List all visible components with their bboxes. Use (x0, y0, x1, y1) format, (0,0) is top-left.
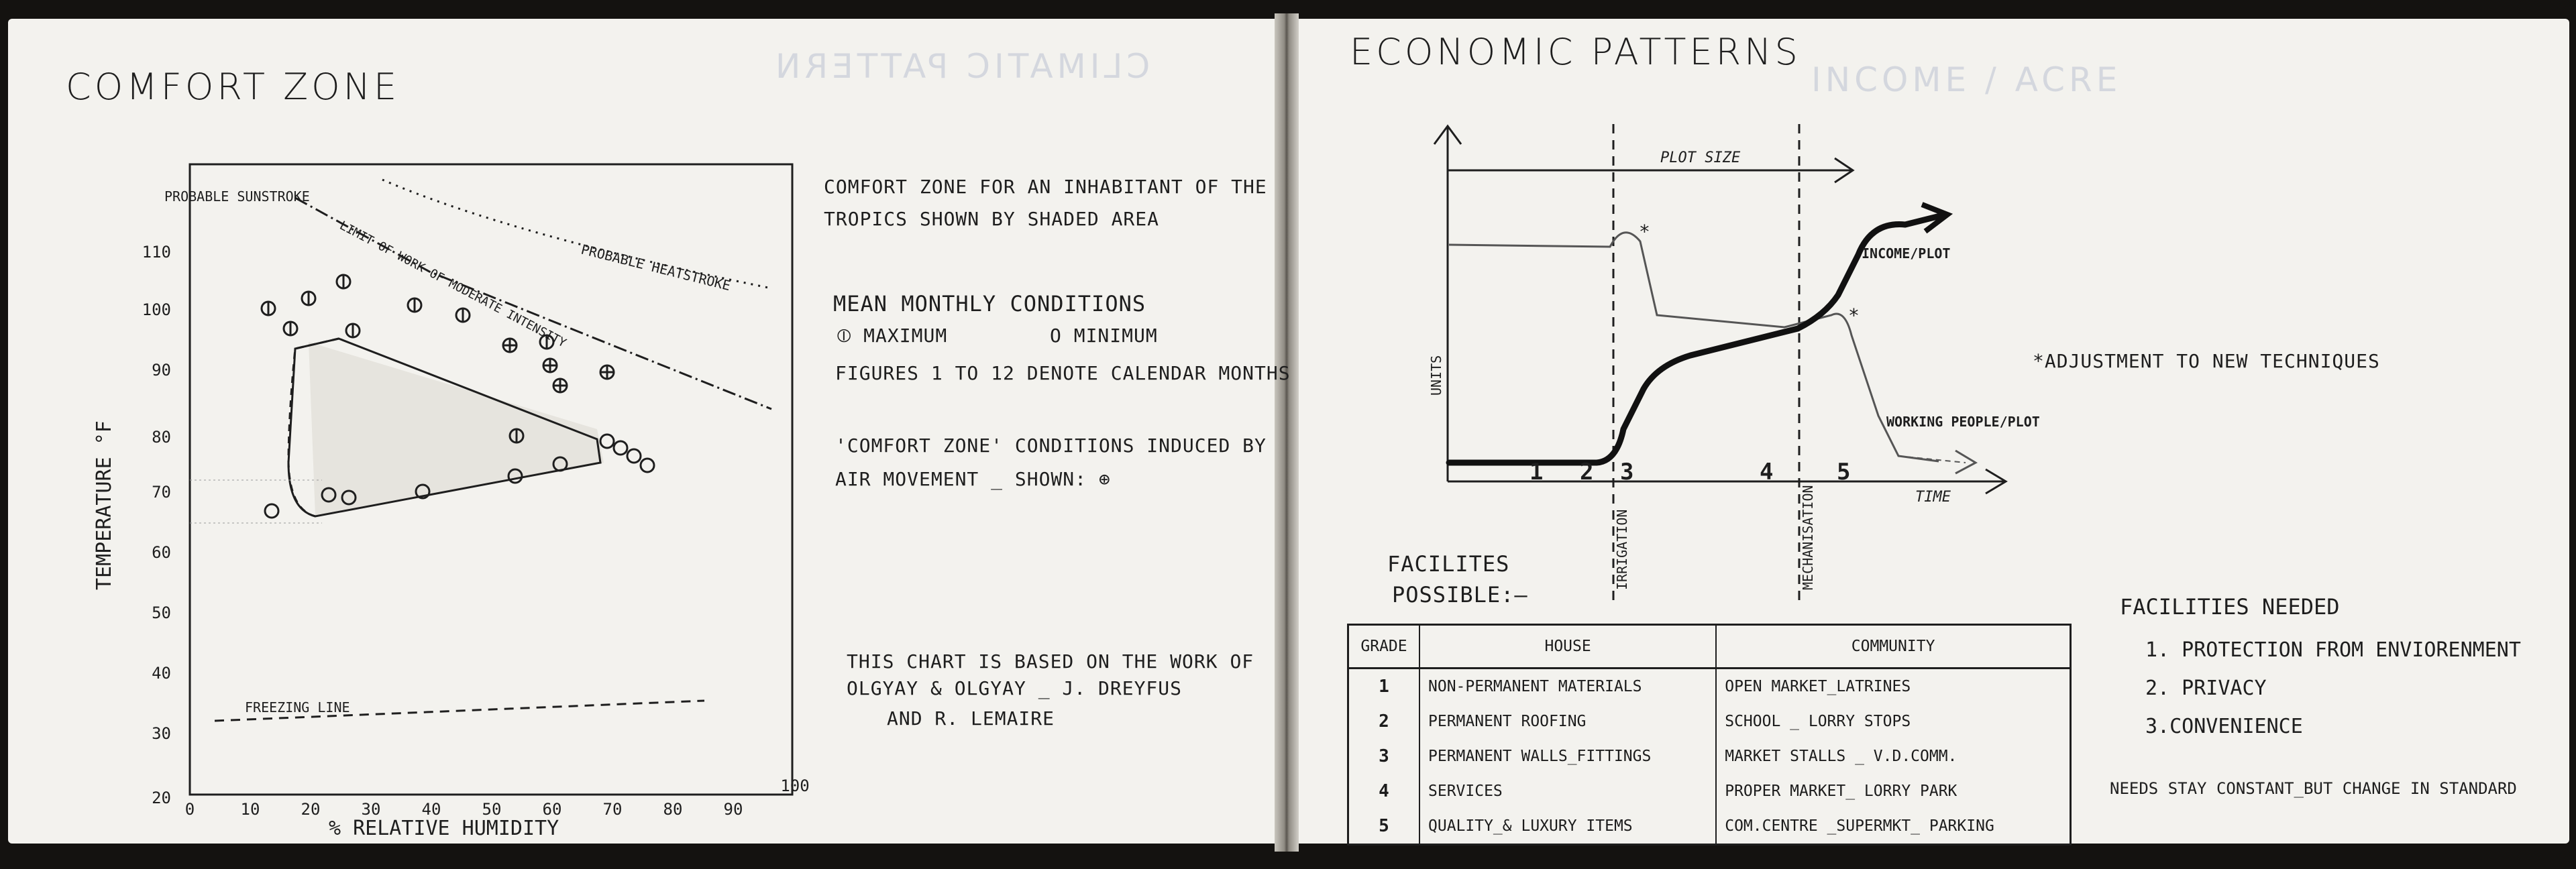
comfort-zone-title: COMFORT ZONE (66, 66, 400, 108)
table-row (1348, 809, 2071, 845)
based-note-1: THIS CHART IS BASED ON THE WORK OF (847, 650, 1254, 673)
comfort-zone-note-1: COMFORT ZONE FOR AN INHABITANT OF THE (824, 176, 1267, 198)
community-cell: PROPER MARKET_ LORRY PARK (1716, 774, 2070, 809)
freezing-line-label: FREEZING LINE (245, 699, 350, 715)
asterisk-2: * (1848, 304, 1860, 327)
community-cell: OPEN MARKET_LATRINES (1716, 669, 2070, 705)
working-people-label: WORKING PEOPLE/PLOT (1886, 414, 2040, 430)
svg-text:30: 30 (152, 724, 171, 743)
svg-text:110: 110 (142, 243, 171, 262)
house-cell: PERMANENT WALLS_FITTINGS (1419, 739, 1716, 774)
need-item: 1. PROTECTION FROM ENVIORENMENT (2145, 638, 2521, 662)
facilities-possible-1: FACILITES (1387, 551, 1510, 577)
need-item: 3.CONVENIENCE (2145, 715, 2303, 738)
table-row (1348, 669, 2071, 705)
facilities-needed-list (2145, 638, 2521, 753)
facilities-possible-2: POSSIBLE:— (1392, 582, 1528, 607)
header-community: COMMUNITY (1716, 625, 2070, 669)
svg-text:100: 100 (780, 776, 810, 795)
svg-text:30: 30 (361, 800, 381, 819)
svg-text:40: 40 (152, 664, 171, 683)
working-people-line (1449, 233, 1939, 461)
induced-note-2: AIR MOVEMENT _ SHOWN: ⊕ (835, 468, 1111, 490)
limit-of-work-label: LIMIT OF WORK OF MODERATE INTENSITY (337, 218, 569, 351)
based-note-3: AND R. LEMAIRE (887, 707, 1055, 730)
grade-cell: 2 (1348, 704, 1420, 739)
svg-text:20: 20 (152, 789, 171, 807)
table-header-row (1348, 625, 2071, 669)
svg-text:70: 70 (152, 483, 171, 502)
need-item: 2. PRIVACY (2145, 677, 2267, 700)
svg-text:40: 40 (421, 800, 441, 819)
community-cell: COM.CENTRE _SUPERMKT_ PARKING (1716, 809, 2070, 845)
house-cell: NON-PERMANENT MATERIALS (1419, 669, 1716, 705)
svg-text:0: 0 (184, 800, 195, 819)
stage-3: 3 (1620, 459, 1634, 485)
mechanisation-label: MECHANISATION (1800, 485, 1816, 590)
irrigation-label: IRRIGATION (1614, 509, 1630, 590)
units-label: UNITS (1428, 355, 1444, 396)
ghost-text-right: INCOME / ACRE (1811, 60, 2122, 99)
grade-cell: 3 (1348, 739, 1420, 774)
facilities-table (1347, 624, 2072, 846)
stage-4: 4 (1760, 459, 1774, 485)
svg-text:80: 80 (152, 428, 171, 447)
svg-text:90: 90 (723, 800, 743, 819)
sunstroke-label: PROBABLE SUNSTROKE (164, 188, 310, 205)
svg-text:60: 60 (542, 800, 562, 819)
svg-text:70: 70 (602, 800, 623, 819)
svg-text:60: 60 (152, 543, 171, 562)
heatstroke-label: PROBABLE HEATSTROKE (579, 241, 733, 294)
minimum-legend: O MINIMUM (1050, 325, 1158, 347)
grade-cell: 5 (1348, 809, 1420, 845)
mean-monthly-heading: MEAN MONTHLY CONDITIONS (833, 291, 1146, 316)
x-axis-label: % RELATIVE HUMIDITY (329, 817, 559, 840)
facilities-needed-title: FACILITIES NEEDED (2120, 594, 2340, 620)
asterisk-1: * (1639, 221, 1650, 243)
ghost-text-left: CLIMATIC PATTERN (771, 47, 1150, 86)
grade-cell: 1 (1348, 669, 1420, 705)
header-house: HOUSE (1419, 625, 1716, 669)
svg-text:100: 100 (142, 300, 171, 319)
figures-note: FIGURES 1 TO 12 DENOTE CALENDAR MONTHS (835, 362, 1291, 384)
svg-text:10: 10 (240, 800, 260, 819)
community-cell: SCHOOL _ LORRY STOPS (1716, 704, 2070, 739)
adjustment-note: *ADJUSTMENT TO NEW TECHNIQUES (2033, 350, 2380, 372)
stage-1: 1 (1529, 459, 1544, 485)
svg-text:20: 20 (301, 800, 321, 819)
house-cell: QUALITY_& LUXURY ITEMS (1419, 809, 1716, 845)
svg-text:50: 50 (482, 800, 502, 819)
house-cell: SERVICES (1419, 774, 1716, 809)
needs-footer: NEEDS STAY CONSTANT_BUT CHANGE IN STANDARD (2110, 779, 2517, 798)
y-axis-label: TEMPERATURE °F (93, 420, 116, 590)
table-row (1348, 704, 2071, 739)
community-cell: MARKET STALLS _ V.D.COMM. (1716, 739, 2070, 774)
stage-2: 2 (1580, 459, 1594, 485)
header-grade: GRADE (1348, 625, 1420, 669)
induced-note-1: 'COMFORT ZONE' CONDITIONS INDUCED BY (835, 434, 1267, 457)
svg-text:50: 50 (152, 603, 171, 622)
table-row (1348, 739, 2071, 774)
economic-patterns-title: ECONOMIC PATTERNS (1350, 31, 1801, 73)
maximum-legend: ⦶ MAXIMUM (837, 325, 948, 347)
based-note-2: OLGYAY & OLGYAY _ J. DREYFUS (847, 677, 1183, 699)
house-cell: PERMANENT ROOFING (1419, 704, 1716, 739)
table-row (1348, 774, 2071, 809)
svg-text:80: 80 (663, 800, 683, 819)
grade-cell: 4 (1348, 774, 1420, 809)
stage-5: 5 (1837, 459, 1851, 485)
comfort-zone-note-2: TROPICS SHOWN BY SHADED AREA (824, 208, 1160, 230)
time-label: TIME (1915, 489, 1951, 506)
income-label: INCOME/PLOT (1862, 245, 1951, 262)
plot-size-label: PLOT SIZE (1660, 150, 1741, 166)
svg-text:90: 90 (152, 361, 171, 380)
